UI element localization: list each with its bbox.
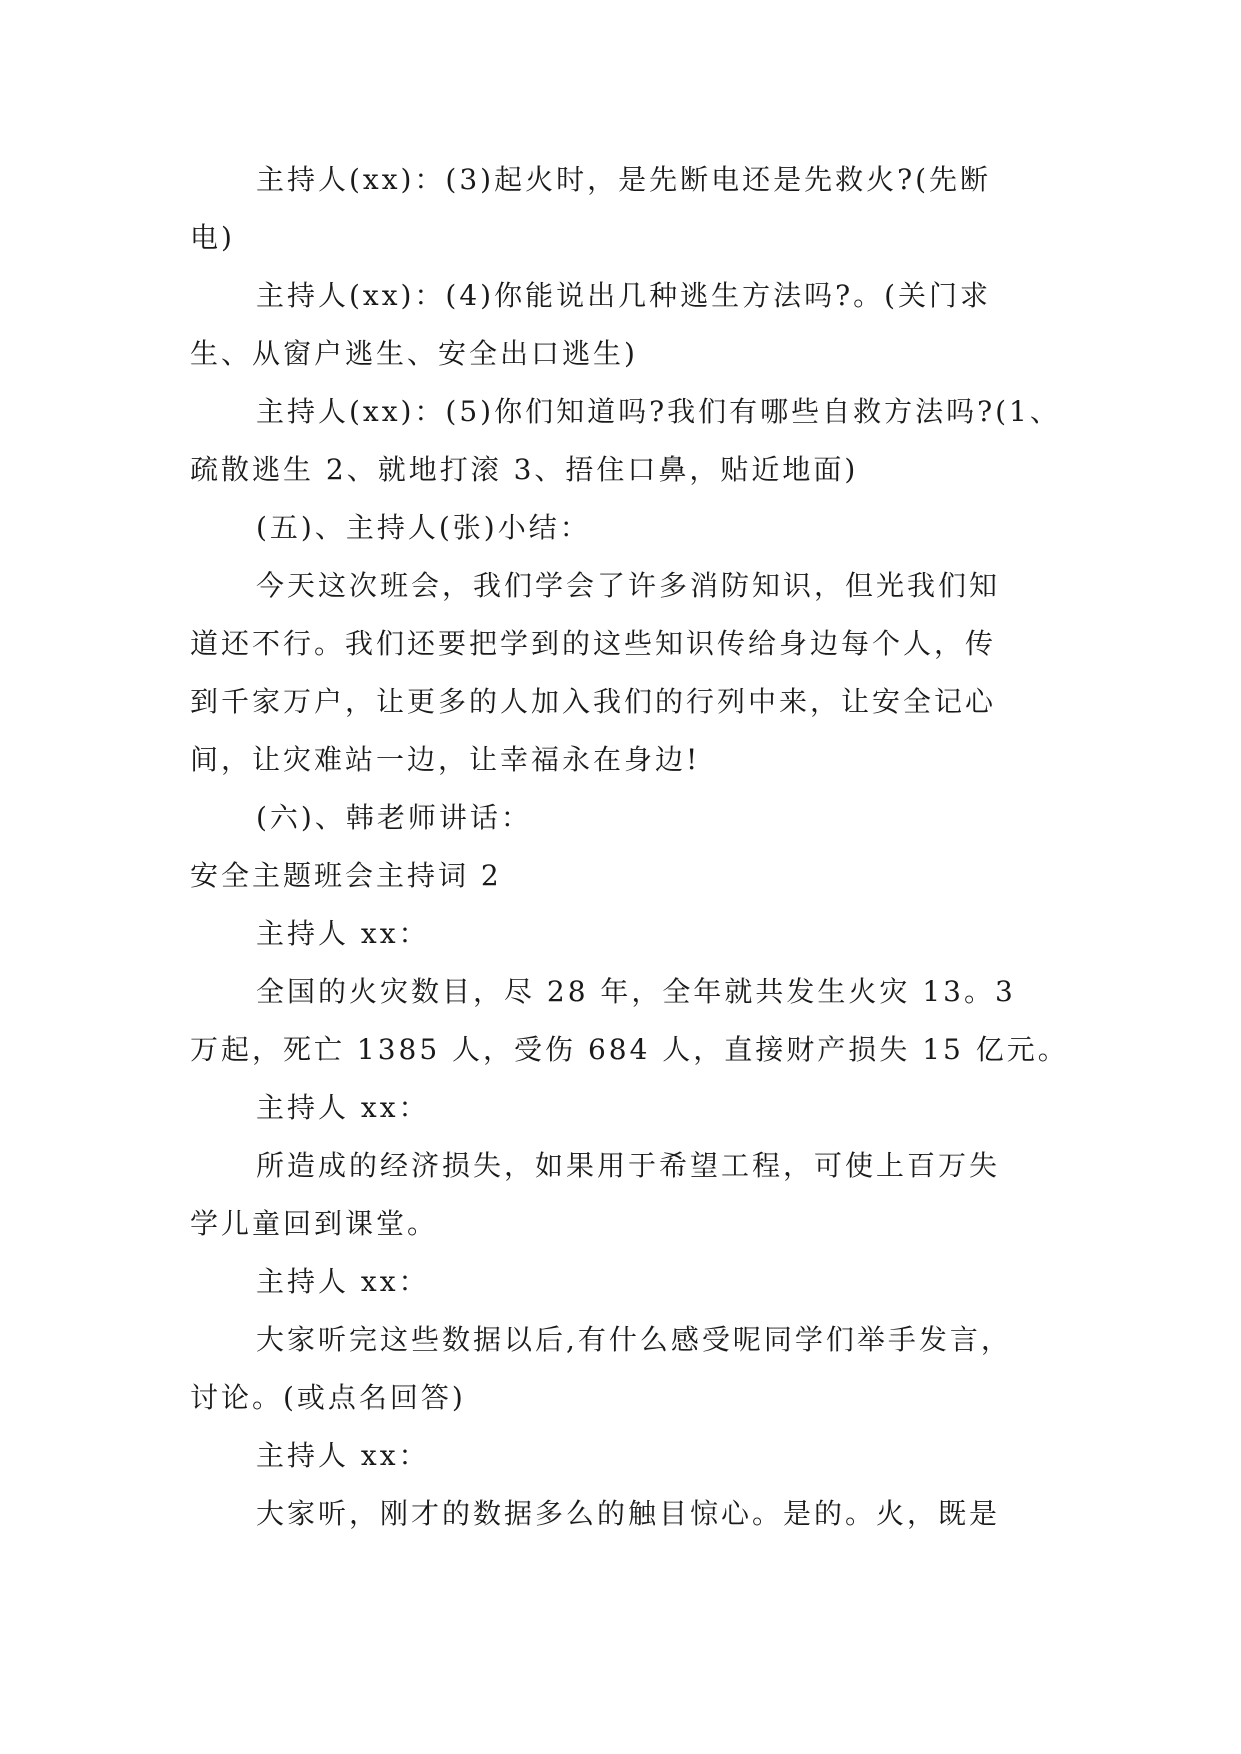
paragraph-line: 主持人(xx)：(3)起火时，是先断电还是先救火?(先断 <box>256 163 992 196</box>
paragraph-line: 道还不行。我们还要把学到的这些知识传给身边每个人，传 <box>190 627 997 660</box>
paragraph-line: 到千家万户，让更多的人加入我们的行列中来，让安全记心 <box>190 685 997 718</box>
paragraph-line: 电) <box>190 221 235 254</box>
document-title: 安全主题班会主持词 2 <box>190 859 502 892</box>
paragraph-line: 讨论。(或点名回答) <box>190 1381 466 1414</box>
paragraph-line: 大家听完这些数据以后,有什么感受呢同学们举手发言， <box>256 1323 1012 1356</box>
paragraph-line: 万起，死亡 1385 人，受伤 684 人，直接财产损失 15 亿元。 <box>190 1033 1069 1066</box>
paragraph-line: 主持人(xx)：(4)你能说出几种逃生方法吗?。(关门求 <box>256 279 992 312</box>
section-heading: (五)、主持人(张)小结： <box>256 511 591 544</box>
paragraph-line: 所造成的经济损失，如果用于希望工程，可使上百万失 <box>256 1149 1001 1182</box>
paragraph-line: 全国的火灾数目，尽 28 年，全年就共发生火灾 13。3 <box>256 975 1016 1008</box>
section-heading: (六)、韩老师讲话： <box>256 801 532 834</box>
paragraph-line: 疏散逃生 2、就地打滚 3、捂住口鼻，贴近地面) <box>190 453 859 486</box>
paragraph-line: 学儿童回到课堂。 <box>190 1207 439 1240</box>
speaker-label: 主持人 xx： <box>256 917 430 950</box>
paragraph-line: 主持人(xx)：(5)你们知道吗?我们有哪些自救方法吗?(1、 <box>256 395 1061 428</box>
speaker-label: 主持人 xx： <box>256 1091 430 1124</box>
speaker-label: 主持人 xx： <box>256 1439 430 1472</box>
speaker-label: 主持人 xx： <box>256 1265 430 1298</box>
paragraph-line: 大家听，刚才的数据多么的触目惊心。是的。火，既是 <box>256 1497 1001 1530</box>
paragraph-line: 生、从窗户逃生、安全出口逃生) <box>190 337 638 370</box>
paragraph-line: 今天这次班会，我们学会了许多消防知识，但光我们知 <box>256 569 1001 602</box>
paragraph-line: 间，让灾难站一边，让幸福永在身边! <box>190 743 701 776</box>
